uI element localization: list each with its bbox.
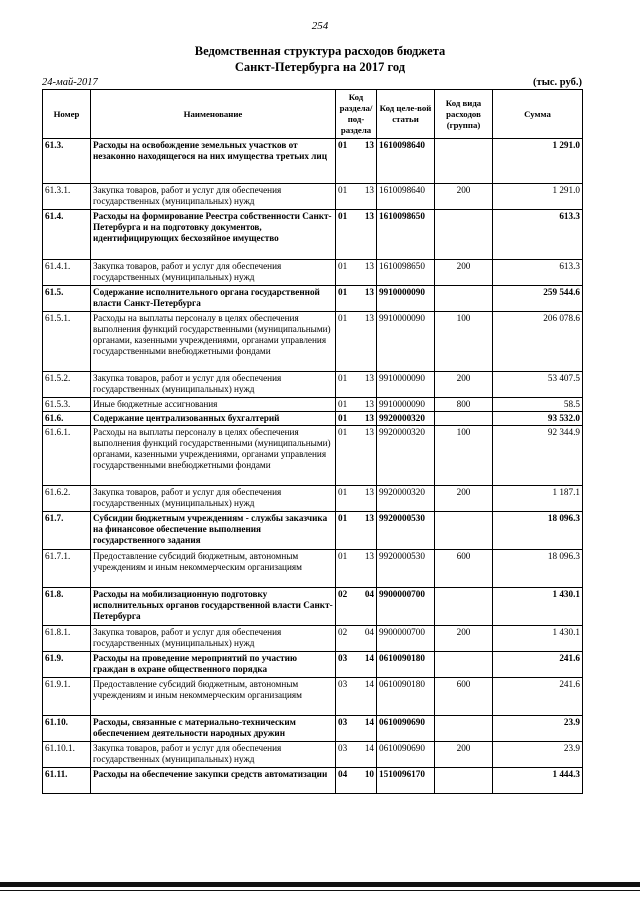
- row-name: Закупка товаров, работ и услуг для обеспечения государственных (муниципальных) нужд: [91, 184, 336, 210]
- row-section-code: [336, 588, 377, 626]
- row-name: Расходы, связанные с материально-техническим обеспечением деятельности народных дружин: [91, 716, 336, 742]
- row-number: 61.3.1.: [43, 184, 91, 210]
- row-section-code: [336, 210, 377, 260]
- row-article-code: 9910000090: [377, 372, 435, 398]
- row-sum: 1 291.0: [493, 184, 583, 210]
- row-section: 01: [338, 373, 348, 383]
- row-expense-kind: 600: [435, 550, 493, 588]
- header-section-code: Код раздела/ под-раздела: [336, 90, 377, 139]
- row-number: 61.10.: [43, 716, 91, 742]
- row-section: 01: [338, 140, 348, 150]
- row-name: Предоставление субсидий бюджетным, автономным учреждениям и иным некоммерческим организациям: [91, 550, 336, 588]
- row-article-code: 9910000090: [377, 312, 435, 372]
- table-row: [43, 412, 583, 426]
- table-row: [43, 260, 583, 286]
- row-article-code: 1610098640: [377, 139, 435, 184]
- row-name: Расходы на освобождение земельных участков от незаконно находящегося на них имущества третьих лиц: [91, 139, 336, 184]
- row-sum: 93 532.0: [493, 412, 583, 426]
- row-number: 61.6.: [43, 412, 91, 426]
- row-article-code: 9920000530: [377, 550, 435, 588]
- row-expense-kind: [435, 512, 493, 550]
- row-sum: 1 444.3: [493, 768, 583, 794]
- page-number: 254: [311, 20, 329, 32]
- row-section-code: [336, 184, 377, 210]
- row-number: 61.10.1.: [43, 742, 91, 768]
- table-row: [43, 372, 583, 398]
- table-row: [43, 312, 583, 372]
- row-subsection: 13: [364, 261, 374, 271]
- row-sum: 92 344.9: [493, 426, 583, 486]
- budget-table: [42, 89, 583, 794]
- row-expense-kind: [435, 716, 493, 742]
- row-subsection: 14: [364, 743, 374, 753]
- row-section: 01: [338, 551, 348, 561]
- row-subsection: 13: [364, 413, 374, 423]
- row-subsection: 13: [364, 313, 374, 323]
- row-number: 61.7.: [43, 512, 91, 550]
- row-sum: 613.3: [493, 210, 583, 260]
- row-sum: 241.6: [493, 652, 583, 678]
- row-expense-kind: 200: [435, 260, 493, 286]
- document-date: 24-май-2017: [42, 77, 98, 88]
- row-section-code: [336, 398, 377, 412]
- row-section: 04: [338, 769, 348, 779]
- row-subsection: 04: [364, 589, 374, 599]
- table-row: [43, 486, 583, 512]
- row-name: Закупка товаров, работ и услуг для обеспечения государственных (муниципальных) нужд: [91, 372, 336, 398]
- row-number: 61.4.1.: [43, 260, 91, 286]
- row-number: 61.8.1.: [43, 626, 91, 652]
- table-row: [43, 716, 583, 742]
- row-section-code: [336, 678, 377, 716]
- row-section-code: [336, 486, 377, 512]
- row-subsection: 13: [364, 399, 374, 409]
- row-article-code: 1510096170: [377, 768, 435, 794]
- row-sum: 1 291.0: [493, 139, 583, 184]
- row-section: 02: [338, 589, 348, 599]
- row-name: Закупка товаров, работ и услуг для обеспечения государственных (муниципальных) нужд: [91, 486, 336, 512]
- row-subsection: 13: [364, 211, 374, 221]
- row-subsection: 13: [364, 551, 374, 561]
- row-number: 61.5.3.: [43, 398, 91, 412]
- row-section-code: [336, 652, 377, 678]
- row-subsection: 13: [364, 140, 374, 150]
- row-name: Содержание централизованных бухгалтерий: [91, 412, 336, 426]
- table-row: [43, 398, 583, 412]
- row-section-code: [336, 260, 377, 286]
- row-article-code: 0610090180: [377, 652, 435, 678]
- row-number: 61.4.: [43, 210, 91, 260]
- row-section-code: [336, 412, 377, 426]
- row-number: 61.9.1.: [43, 678, 91, 716]
- row-number: 61.9.: [43, 652, 91, 678]
- table-row: [43, 184, 583, 210]
- row-sum: 206 078.6: [493, 312, 583, 372]
- table-row: [43, 768, 583, 794]
- row-name: Закупка товаров, работ и услуг для обеспечения государственных (муниципальных) нужд: [91, 260, 336, 286]
- row-sum: 241.6: [493, 678, 583, 716]
- row-sum: 53 407.5: [493, 372, 583, 398]
- row-number: 61.5.1.: [43, 312, 91, 372]
- row-article-code: 1610098650: [377, 210, 435, 260]
- row-expense-kind: [435, 286, 493, 312]
- row-name: Расходы на выплаты персоналу в целях обеспечения выполнения функций государственными (муниципальными) органами, казенными учреждениями, органами управления государственными внебюджетными фондами: [91, 426, 336, 486]
- row-section: 03: [338, 717, 348, 727]
- row-subsection: 14: [364, 679, 374, 689]
- row-section: 01: [338, 487, 348, 497]
- row-article-code: 0610090690: [377, 742, 435, 768]
- bottom-rule-thin: [0, 890, 640, 891]
- row-section: 01: [338, 513, 348, 523]
- row-name: Закупка товаров, работ и услуг для обеспечения государственных (муниципальных) нужд: [91, 626, 336, 652]
- title-line-2: Санкт-Петербурга на 2017 год: [234, 60, 406, 74]
- row-section: 01: [338, 313, 348, 323]
- row-article-code: 9920000320: [377, 426, 435, 486]
- row-section: 03: [338, 679, 348, 689]
- row-name: Расходы на проведение мероприятий по участию граждан в охране общественного порядка: [91, 652, 336, 678]
- row-sum: 1 187.1: [493, 486, 583, 512]
- row-sum: 23.9: [493, 742, 583, 768]
- row-expense-kind: 100: [435, 426, 493, 486]
- row-section-code: [336, 768, 377, 794]
- row-article-code: 9920000320: [377, 412, 435, 426]
- header-name: Наименование: [91, 90, 336, 139]
- row-subsection: 13: [364, 185, 374, 195]
- header-article-code: Код целе-вой статьи: [377, 90, 435, 139]
- row-subsection: 13: [364, 427, 374, 437]
- row-sum: 613.3: [493, 260, 583, 286]
- row-subsection: 13: [364, 513, 374, 523]
- header-sum: Сумма: [493, 90, 583, 139]
- row-article-code: 9910000090: [377, 398, 435, 412]
- row-expense-kind: [435, 210, 493, 260]
- row-subsection: 13: [364, 487, 374, 497]
- row-expense-kind: 200: [435, 626, 493, 652]
- row-article-code: 0610090180: [377, 678, 435, 716]
- row-name: Субсидии бюджетным учреждениям - службы заказчика на финансовое обеспечение выполнения государственного задания: [91, 512, 336, 550]
- row-expense-kind: 100: [435, 312, 493, 372]
- row-expense-kind: [435, 412, 493, 426]
- units-label: (тыс. руб.): [533, 77, 582, 88]
- row-name: Содержание исполнительного органа государственной власти Санкт-Петербурга: [91, 286, 336, 312]
- row-subsection: 13: [364, 287, 374, 297]
- row-expense-kind: 800: [435, 398, 493, 412]
- row-name: Закупка товаров, работ и услуг для обеспечения государственных (муниципальных) нужд: [91, 742, 336, 768]
- row-number: 61.5.2.: [43, 372, 91, 398]
- row-number: 61.11.: [43, 768, 91, 794]
- row-article-code: 1610098640: [377, 184, 435, 210]
- row-article-code: 9910000090: [377, 286, 435, 312]
- row-section: 03: [338, 743, 348, 753]
- row-expense-kind: 200: [435, 742, 493, 768]
- row-sum: 1 430.1: [493, 588, 583, 626]
- row-expense-kind: 200: [435, 372, 493, 398]
- row-number: 61.6.2.: [43, 486, 91, 512]
- table-row: [43, 588, 583, 626]
- table-row: [43, 652, 583, 678]
- row-article-code: 9900000700: [377, 626, 435, 652]
- row-article-code: 0610090690: [377, 716, 435, 742]
- row-section-code: [336, 742, 377, 768]
- row-expense-kind: [435, 588, 493, 626]
- row-number: 61.8.: [43, 588, 91, 626]
- row-sum: 23.9: [493, 716, 583, 742]
- row-expense-kind: 200: [435, 486, 493, 512]
- row-section-code: [336, 716, 377, 742]
- row-name: Расходы на выплаты персоналу в целях обеспечения выполнения функций государственными (муниципальными) органами, казенными учреждениями, органами управления государственными внебюджетными фондами: [91, 312, 336, 372]
- row-name: Расходы на мобилизационную подготовку исполнительных органов государственной власти Санкт-Петербурга: [91, 588, 336, 626]
- row-expense-kind: [435, 652, 493, 678]
- row-section: 01: [338, 185, 348, 195]
- table-row: [43, 550, 583, 588]
- row-expense-kind: 200: [435, 184, 493, 210]
- row-section-code: [336, 626, 377, 652]
- row-sum: 259 544.6: [493, 286, 583, 312]
- row-section-code: [336, 312, 377, 372]
- row-sum: 18 096.3: [493, 550, 583, 588]
- bottom-rule-thick: [0, 882, 640, 887]
- table-row: [43, 426, 583, 486]
- row-name: Расходы на обеспечение закупки средств автоматизации: [91, 768, 336, 794]
- table-row: [43, 512, 583, 550]
- row-expense-kind: [435, 139, 493, 184]
- row-subsection: 14: [364, 653, 374, 663]
- row-section: 01: [338, 413, 348, 423]
- row-expense-kind: 600: [435, 678, 493, 716]
- row-expense-kind: [435, 768, 493, 794]
- row-name: Предоставление субсидий бюджетным, автономным учреждениям и иным некоммерческим организациям: [91, 678, 336, 716]
- table-row: [43, 139, 583, 184]
- row-article-code: 1610098650: [377, 260, 435, 286]
- row-sum: 18 096.3: [493, 512, 583, 550]
- table-row: [43, 286, 583, 312]
- row-section-code: [336, 426, 377, 486]
- row-section-code: [336, 372, 377, 398]
- header-number: Номер: [43, 90, 91, 139]
- row-section-code: [336, 286, 377, 312]
- row-article-code: 9900000700: [377, 588, 435, 626]
- row-sum: 58.5: [493, 398, 583, 412]
- row-section: 01: [338, 427, 348, 437]
- row-subsection: 10: [364, 769, 374, 779]
- row-article-code: 9920000320: [377, 486, 435, 512]
- row-section: 01: [338, 399, 348, 409]
- header-expense-kind: Код вида расходов (группа): [435, 90, 493, 139]
- row-name: Иные бюджетные ассигнования: [91, 398, 336, 412]
- row-name: Расходы на формирование Реестра собственности Санкт-Петербурга и на подготовку документов, идентифицирующих бесхозяйное имущество: [91, 210, 336, 260]
- row-number: 61.7.1.: [43, 550, 91, 588]
- table-row: [43, 678, 583, 716]
- row-section-code: [336, 512, 377, 550]
- row-sum: 1 430.1: [493, 626, 583, 652]
- row-number: 61.3.: [43, 139, 91, 184]
- row-section-code: [336, 139, 377, 184]
- row-number: 61.5.: [43, 286, 91, 312]
- row-subsection: 04: [364, 627, 374, 637]
- table-row: [43, 626, 583, 652]
- row-subsection: 14: [364, 717, 374, 727]
- document-title: [0, 43, 640, 75]
- row-section: 01: [338, 211, 348, 221]
- table-header-row: [43, 90, 583, 139]
- row-article-code: 9920000530: [377, 512, 435, 550]
- row-section: 01: [338, 287, 348, 297]
- table-row: [43, 210, 583, 260]
- row-section: 02: [338, 627, 348, 637]
- row-section-code: [336, 550, 377, 588]
- row-section: 03: [338, 653, 348, 663]
- row-number: 61.6.1.: [43, 426, 91, 486]
- row-subsection: 13: [364, 373, 374, 383]
- title-line-1: Ведомственная структура расходов бюджета: [194, 44, 446, 58]
- row-section: 01: [338, 261, 348, 271]
- table-row: [43, 742, 583, 768]
